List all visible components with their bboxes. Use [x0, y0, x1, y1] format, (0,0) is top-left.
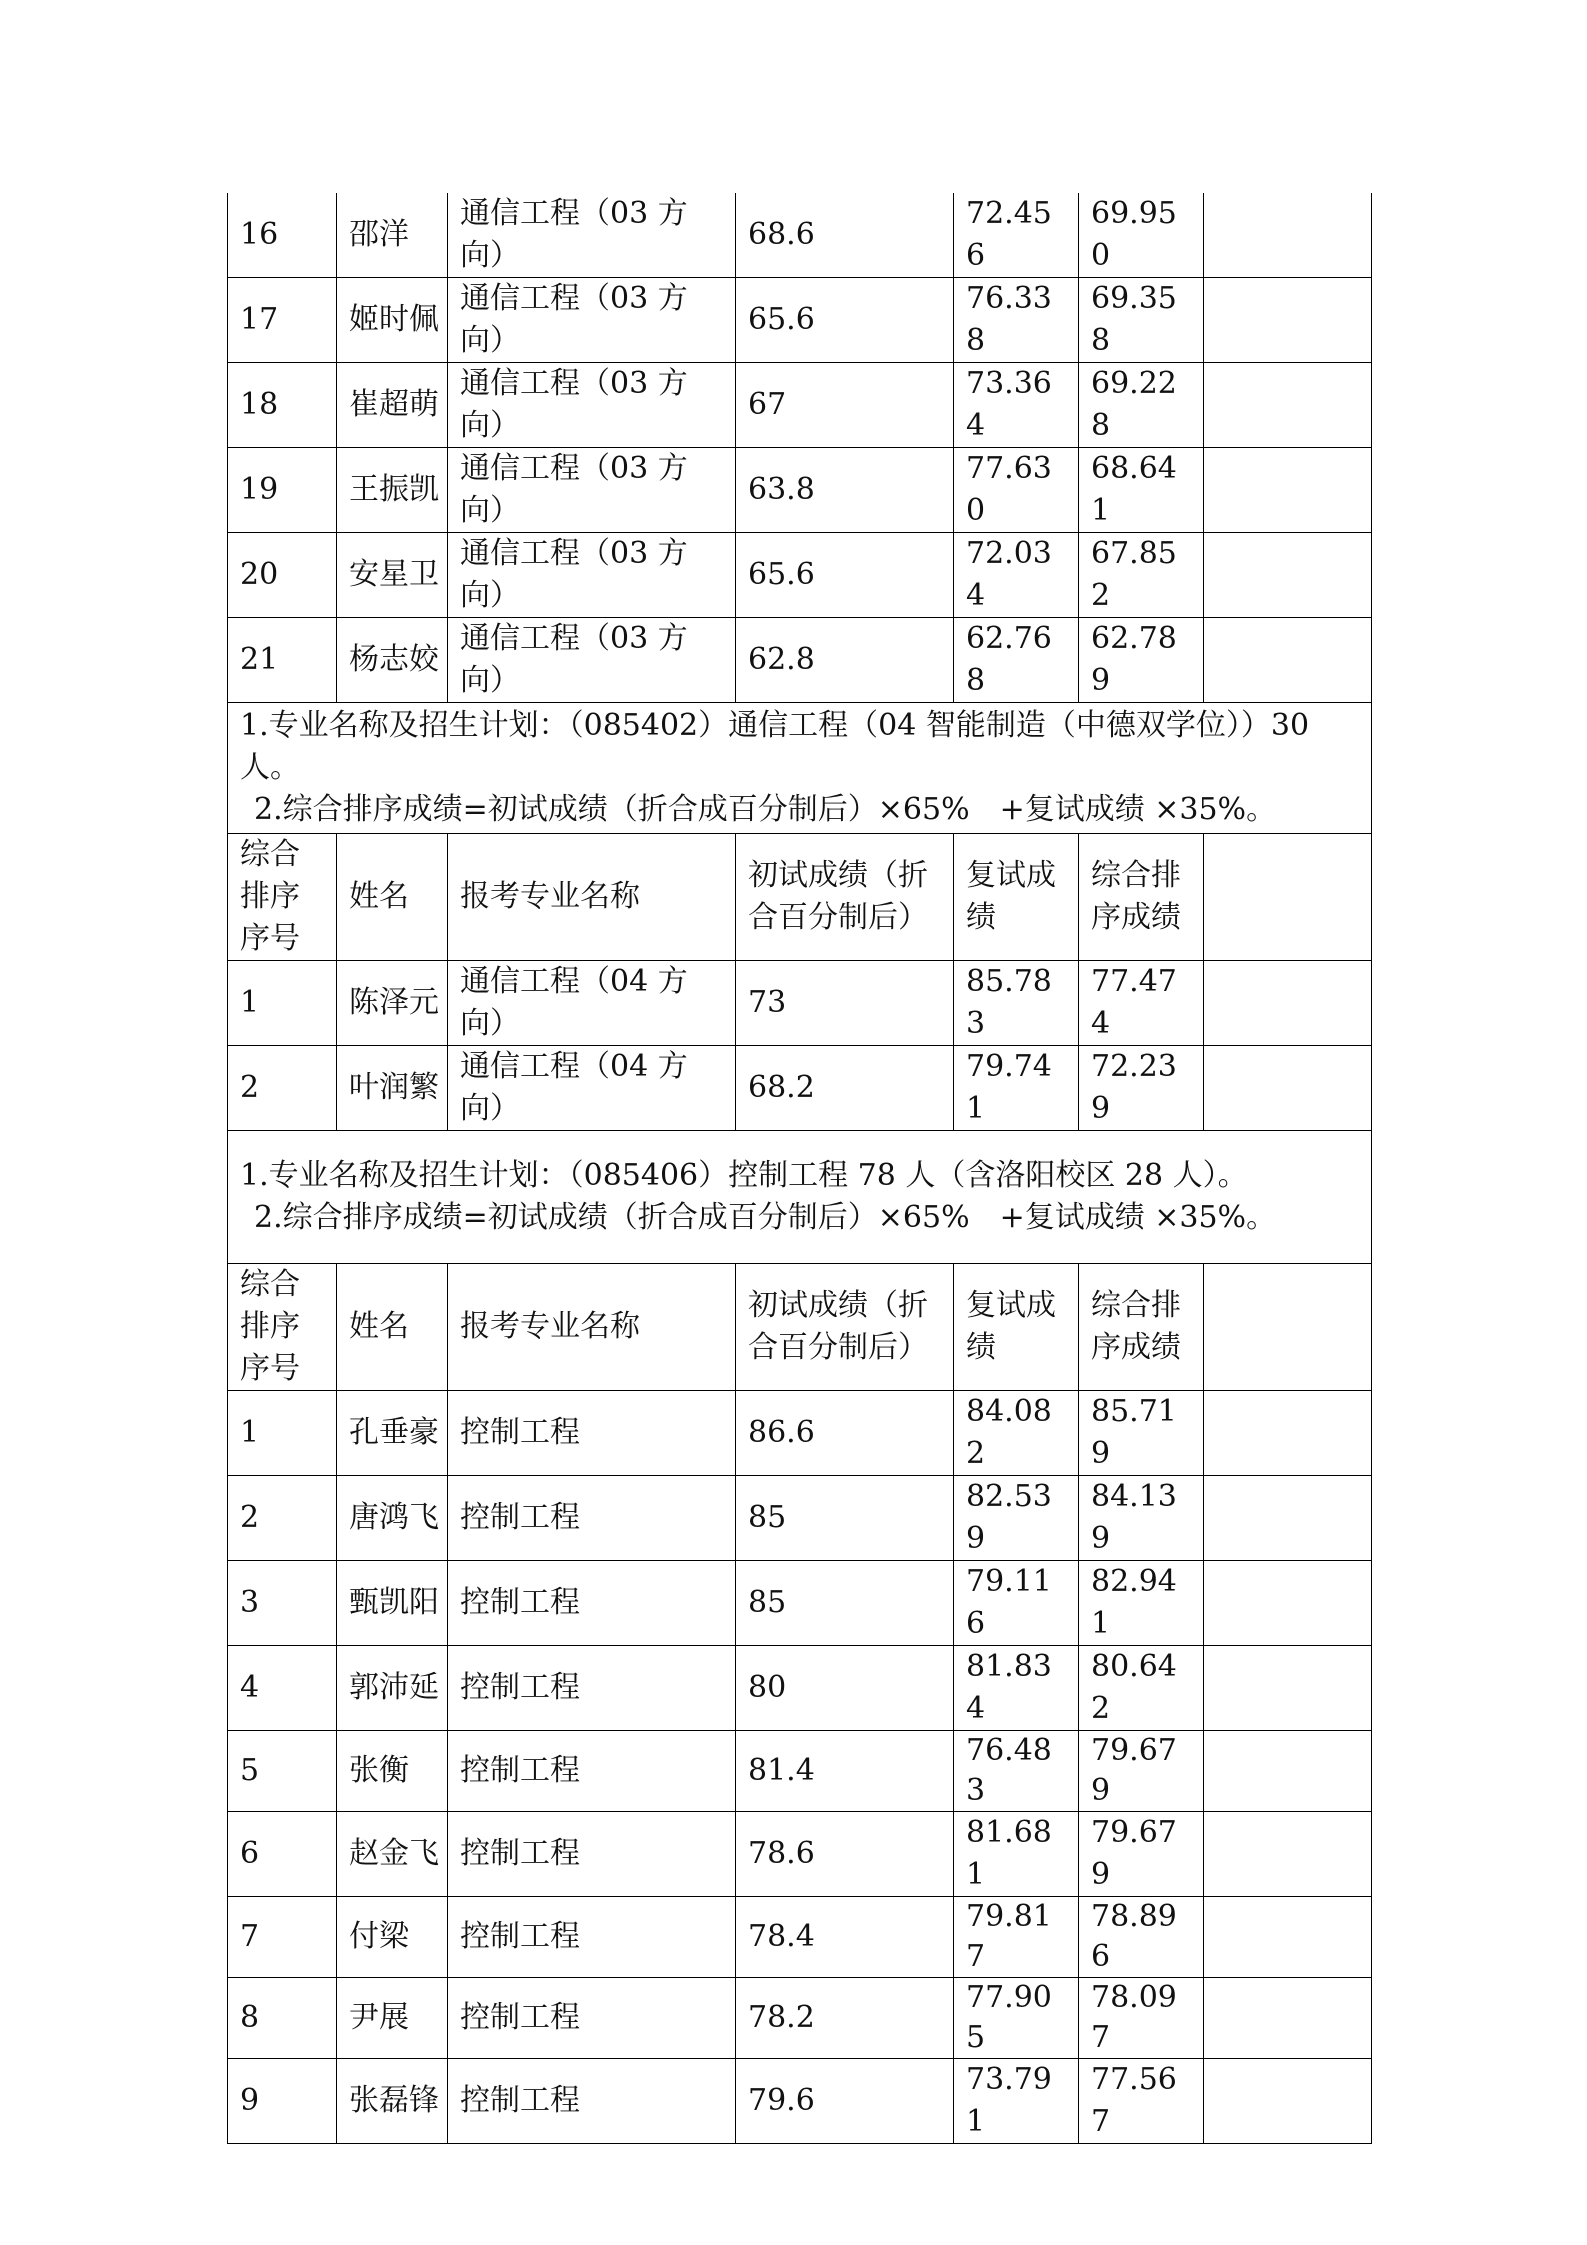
section-note — [228, 1131, 1372, 1264]
cell-retest: 82.539 — [954, 1476, 1079, 1561]
cell-remark — [1204, 961, 1372, 1046]
cell-remark — [1204, 1391, 1372, 1476]
cell-remark — [1204, 1476, 1372, 1561]
cell-remark — [1204, 448, 1372, 533]
cell-remark — [1204, 533, 1372, 618]
header-major: 报考专业名称 — [448, 1264, 736, 1391]
formula-text: 2.综合排序成绩=初试成绩（折合成百分制后）×65% +复试成绩 ×35%。 — [254, 1200, 1277, 1235]
cell-initial: 73 — [736, 961, 954, 1046]
cell-remark — [1204, 1978, 1372, 2059]
cell-initial: 85 — [736, 1561, 954, 1646]
cell-rank: 18 — [228, 363, 337, 448]
header-rank: 综合排序序号 — [228, 834, 337, 961]
cell-rank: 20 — [228, 533, 337, 618]
cell-total: 68.641 — [1079, 448, 1204, 533]
cell-name: 孔垂豪 — [337, 1391, 448, 1476]
cell-total: 77.567 — [1079, 2059, 1204, 2144]
cell-name: 安星卫 — [337, 533, 448, 618]
cell-total: 62.789 — [1079, 618, 1204, 703]
cell-major: 控制工程 — [448, 1812, 736, 1897]
cell-initial: 78.6 — [736, 1812, 954, 1897]
cell-total: 79.679 — [1079, 1812, 1204, 1897]
cell-remark — [1204, 1731, 1372, 1812]
header-initial: 初试成绩（折合百分制后） — [736, 834, 954, 961]
cell-major: 通信工程（04 方向） — [448, 1046, 736, 1131]
cell-major: 通信工程（04 方向） — [448, 961, 736, 1046]
cell-remark — [1204, 1646, 1372, 1731]
cell-major: 控制工程 — [448, 1978, 736, 2059]
table-row — [228, 533, 1372, 618]
cell-major: 控制工程 — [448, 1561, 736, 1646]
cell-rank: 7 — [228, 1897, 337, 1978]
cell-major: 控制工程 — [448, 1391, 736, 1476]
header-total: 综合排序成绩 — [1079, 834, 1204, 961]
cell-name: 陈泽元 — [337, 961, 448, 1046]
cell-retest: 72.034 — [954, 533, 1079, 618]
cell-retest: 72.456 — [954, 193, 1079, 278]
table-row — [228, 961, 1372, 1046]
header-rank: 综合排序序号 — [228, 1264, 337, 1391]
cell-total: 85.719 — [1079, 1391, 1204, 1476]
cell-retest: 81.681 — [954, 1812, 1079, 1897]
cell-major: 控制工程 — [448, 1476, 736, 1561]
cell-retest: 73.364 — [954, 363, 1079, 448]
score-table — [227, 193, 1372, 2144]
cell-major: 通信工程（03 方向） — [448, 448, 736, 533]
cell-name: 王振凯 — [337, 448, 448, 533]
cell-initial: 86.6 — [736, 1391, 954, 1476]
formula-text: 2.综合排序成绩=初试成绩（折合成百分制后）×65% +复试成绩 ×35%。 — [254, 792, 1277, 827]
cell-retest: 62.768 — [954, 618, 1079, 703]
cell-name: 郭沛延 — [337, 1646, 448, 1731]
cell-retest: 81.834 — [954, 1646, 1079, 1731]
table-row — [228, 1897, 1372, 1978]
table-row — [228, 363, 1372, 448]
cell-major: 通信工程（03 方向） — [448, 193, 736, 278]
cell-initial: 67 — [736, 363, 954, 448]
cell-name: 尹展 — [337, 1978, 448, 2059]
cell-rank: 16 — [228, 193, 337, 278]
cell-rank: 4 — [228, 1646, 337, 1731]
cell-initial: 68.6 — [736, 193, 954, 278]
cell-initial: 85 — [736, 1476, 954, 1561]
cell-name: 唐鸿飞 — [337, 1476, 448, 1561]
cell-retest: 79.817 — [954, 1897, 1079, 1978]
cell-remark — [1204, 1897, 1372, 1978]
table-row — [228, 1476, 1372, 1561]
cell-name: 甄凯阳 — [337, 1561, 448, 1646]
cell-rank: 17 — [228, 278, 337, 363]
table-row — [228, 2059, 1372, 2144]
cell-remark — [1204, 1561, 1372, 1646]
cell-name: 杨志姣 — [337, 618, 448, 703]
header-major: 报考专业名称 — [448, 834, 736, 961]
cell-remark — [1204, 193, 1372, 278]
cell-retest: 76.338 — [954, 278, 1079, 363]
header-remark — [1204, 834, 1372, 961]
cell-initial: 80 — [736, 1646, 954, 1731]
cell-initial: 65.6 — [736, 278, 954, 363]
cell-total: 69.228 — [1079, 363, 1204, 448]
cell-major: 通信工程（03 方向） — [448, 278, 736, 363]
cell-total: 69.358 — [1079, 278, 1204, 363]
cell-total: 78.097 — [1079, 1978, 1204, 2059]
header-remark — [1204, 1264, 1372, 1391]
cell-total: 77.474 — [1079, 961, 1204, 1046]
cell-major: 通信工程（03 方向） — [448, 533, 736, 618]
cell-initial: 79.6 — [736, 2059, 954, 2144]
header-name: 姓名 — [337, 1264, 448, 1391]
header-retest: 复试成绩 — [954, 1264, 1079, 1391]
section-note-row — [228, 1131, 1372, 1264]
section-note — [228, 703, 1372, 834]
header-name: 姓名 — [337, 834, 448, 961]
cell-rank: 8 — [228, 1978, 337, 2059]
cell-remark — [1204, 2059, 1372, 2144]
cell-total: 78.896 — [1079, 1897, 1204, 1978]
section-note-row — [228, 703, 1372, 834]
cell-name: 姬时佩 — [337, 278, 448, 363]
cell-rank: 1 — [228, 1391, 337, 1476]
table-row — [228, 1046, 1372, 1131]
cell-name: 张衡 — [337, 1731, 448, 1812]
cell-name: 付梁 — [337, 1897, 448, 1978]
table-row — [228, 1731, 1372, 1812]
table-row — [228, 1561, 1372, 1646]
cell-retest: 77.630 — [954, 448, 1079, 533]
cell-name: 崔超萌 — [337, 363, 448, 448]
cell-initial: 65.6 — [736, 533, 954, 618]
cell-retest: 84.082 — [954, 1391, 1079, 1476]
cell-rank: 1 — [228, 961, 337, 1046]
score-table-body — [228, 193, 1372, 2144]
table-header-row — [228, 1264, 1372, 1391]
table-header-row — [228, 834, 1372, 961]
cell-initial: 78.2 — [736, 1978, 954, 2059]
cell-remark — [1204, 1046, 1372, 1131]
cell-initial: 68.2 — [736, 1046, 954, 1131]
cell-total: 80.642 — [1079, 1646, 1204, 1731]
cell-rank: 5 — [228, 1731, 337, 1812]
cell-rank: 6 — [228, 1812, 337, 1897]
cell-remark — [1204, 278, 1372, 363]
cell-retest: 79.116 — [954, 1561, 1079, 1646]
table-row — [228, 1978, 1372, 2059]
cell-retest: 73.791 — [954, 2059, 1079, 2144]
cell-name: 邵洋 — [337, 193, 448, 278]
cell-initial: 78.4 — [736, 1897, 954, 1978]
cell-major: 通信工程（03 方向） — [448, 618, 736, 703]
cell-total: 69.950 — [1079, 193, 1204, 278]
header-retest: 复试成绩 — [954, 834, 1079, 961]
table-row — [228, 1812, 1372, 1897]
cell-retest: 79.741 — [954, 1046, 1079, 1131]
cell-total: 82.941 — [1079, 1561, 1204, 1646]
cell-retest: 77.905 — [954, 1978, 1079, 2059]
cell-major: 控制工程 — [448, 1646, 736, 1731]
cell-retest: 76.483 — [954, 1731, 1079, 1812]
cell-rank: 2 — [228, 1476, 337, 1561]
cell-major: 控制工程 — [448, 1731, 736, 1812]
cell-retest: 85.783 — [954, 961, 1079, 1046]
cell-rank: 21 — [228, 618, 337, 703]
cell-name: 赵金飞 — [337, 1812, 448, 1897]
cell-major: 控制工程 — [448, 2059, 736, 2144]
plan-text: 1.专业名称及招生计划：（085402）通信工程（04 智能制造（中德双学位））30 人。 — [240, 708, 1310, 785]
cell-rank: 19 — [228, 448, 337, 533]
cell-rank: 9 — [228, 2059, 337, 2144]
table-row — [228, 1391, 1372, 1476]
cell-name: 张磊锋 — [337, 2059, 448, 2144]
cell-total: 79.679 — [1079, 1731, 1204, 1812]
cell-major: 通信工程（03 方向） — [448, 363, 736, 448]
cell-initial: 62.8 — [736, 618, 954, 703]
cell-total: 72.239 — [1079, 1046, 1204, 1131]
header-total: 综合排序成绩 — [1079, 1264, 1204, 1391]
cell-remark — [1204, 363, 1372, 448]
header-initial: 初试成绩（折合百分制后） — [736, 1264, 954, 1391]
cell-major: 控制工程 — [448, 1897, 736, 1978]
cell-rank: 3 — [228, 1561, 337, 1646]
table-row — [228, 1646, 1372, 1731]
cell-initial: 81.4 — [736, 1731, 954, 1812]
table-row — [228, 278, 1372, 363]
cell-name: 叶润繁 — [337, 1046, 448, 1131]
cell-remark — [1204, 1812, 1372, 1897]
table-row — [228, 448, 1372, 533]
cell-total: 84.139 — [1079, 1476, 1204, 1561]
cell-rank: 2 — [228, 1046, 337, 1131]
cell-initial: 63.8 — [736, 448, 954, 533]
cell-total: 67.852 — [1079, 533, 1204, 618]
plan-text: 1.专业名称及招生计划：（085406）控制工程 78 人（含洛阳校区 28 人）。 — [240, 1158, 1248, 1193]
cell-remark — [1204, 618, 1372, 703]
table-row — [228, 618, 1372, 703]
table-row — [228, 193, 1372, 278]
